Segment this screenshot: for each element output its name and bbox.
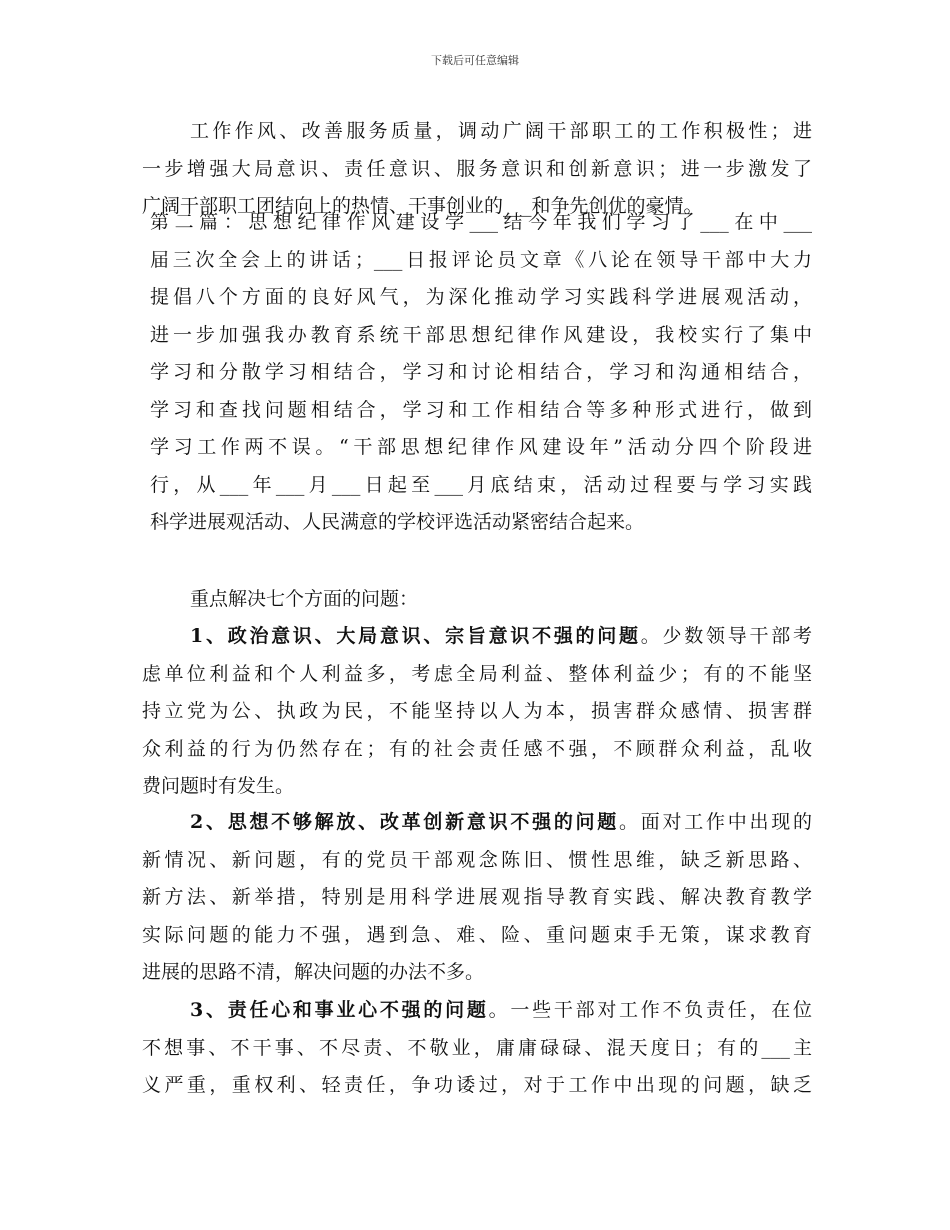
text-line: 实际问题的能力不强，遇到急、难、险、重问题束手无策，谋求教育 [142,923,812,946]
text-line: 工作作风、改善服务质量，调动广阔干部职工的工作积极性；进 [190,120,812,142]
text-line: 一步增强大局意识、责任意识、服务意识和创新意识；进一步激发了 [142,157,812,180]
text-line: 提倡八个方面的良好风气，为深化推动学习实践科学进展观活动， [150,286,812,308]
paragraph-issue-2 [142,804,812,992]
issue-2-first-rest: 。面对工作中出现的 [619,811,812,833]
text-line: 义严重，重权利、轻责任，争功诿过，对于工作中出现的问题，缺乏 [142,1074,812,1096]
paragraph-second-article [142,204,812,542]
text-line [142,618,812,656]
text-line: 届三次全会上的讲话；___日报评论员文章《八论在领导干部中大力 [150,248,812,271]
text-line: 进展的思路不清，解决问题的办法不多。 [142,961,485,983]
text-line: 科学进展观活动、人民满意的学校评选活动紧密结合起来。 [150,511,645,533]
text-line: 持立党为公、执政为民，不能坚持以人为本，损害群众感情、损害群 [142,700,812,722]
text-line: 学习和分散学习相结合，学习和讨论相结合，学习和沟通相结合， [150,361,812,383]
text-line: 学习工作两不误。“干部思想纪律作风建设年”活动分四个阶段进 [150,436,812,458]
paragraph-issue-3 [142,992,812,1105]
text-line: 新方法、新举措，特别是用科学进展观指导教育实践、解决教育教学 [142,886,812,908]
issue-3-first-rest: 。一些干部对工作不负责任，在位 [488,999,812,1021]
issue-2-title: 2、思想不够解放、改革创新意识不强的问题 [190,811,620,833]
issue-3-title: 3、责任心和事业心不强的问题 [190,999,489,1021]
text-line: 众利益的行为仍然存在；有的社会责任感不强，不顾群众利益，乱收 [142,737,812,760]
paragraph-seven-issues-heading [142,581,812,619]
text-line [142,804,812,842]
text-line: 不想事、不干事、不尽责、不敬业，庸庸碌碌、混天度日；有的___主 [142,1036,812,1059]
text-line: 新情况、新问题，有的党员干部观念陈旧、惯性思维，缺乏新思路、 [142,848,812,871]
text-line: 进一步加强我办教育系统干部思想纪律作风建设，我校实行了集中 [150,323,812,346]
text-line: 费问题时有发生。 [142,775,295,797]
issue-1-first-rest: 。少数领导干部考 [640,625,812,647]
text-line: 学习和查找问题相结合，学习和工作相结合等多种形式进行，做到 [150,398,812,421]
text-line [142,992,812,1030]
text-line: 虑单位利益和个人利益多，考虑全局利益、整体利益少；有的不能坚 [142,662,812,685]
text-line: 第二篇：思想纪律作风建设学___结今年我们学习了___在中___ [150,211,812,233]
text-line: 重点解决七个方面的问题： [190,588,419,610]
paragraph-issue-1 [142,618,812,806]
text-line: 广阔干部职工团结向上的热情、干事创业的___和争先创优的豪情。 [142,195,703,217]
text-line: 行，从___年___月___日起至___月底结束，活动过程要与学习实践 [150,473,812,496]
issue-1-title: 1、政治意识、大局意识、宗旨意识不强的问题 [190,625,641,647]
page-header-note: 下载后可任意编辑 [431,54,519,67]
